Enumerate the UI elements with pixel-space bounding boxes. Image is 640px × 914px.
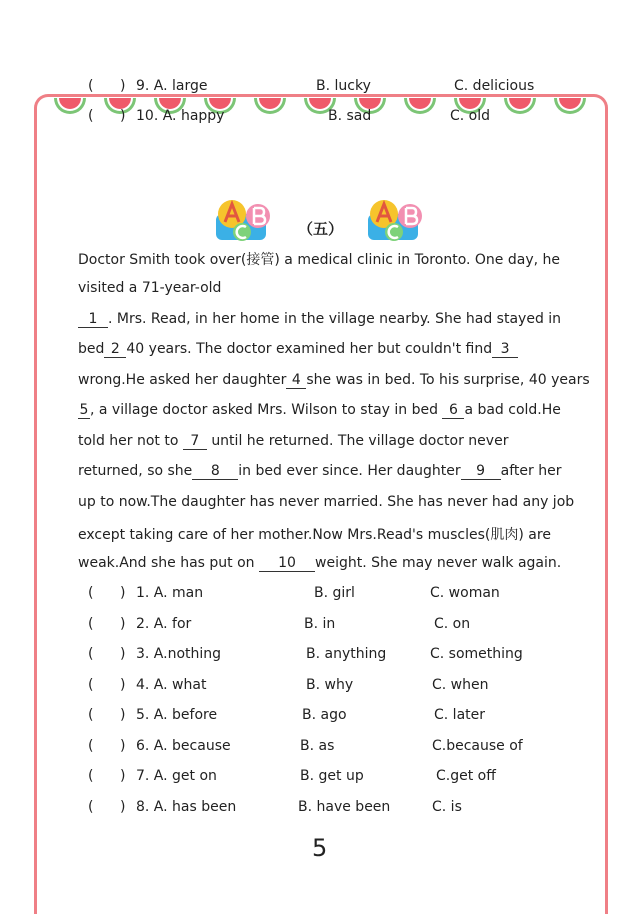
answer-paren-close: ) xyxy=(120,646,126,662)
prev-option-a: 9. A. large xyxy=(136,78,208,94)
passage-line xyxy=(78,555,561,572)
option-b: B. ago xyxy=(302,707,347,723)
passage-line xyxy=(78,311,561,328)
prev-option-c: C. old xyxy=(450,108,491,124)
page-number: 5 xyxy=(312,834,328,862)
answer-paren-open[interactable]: ( xyxy=(88,707,94,723)
passage-line: up to now.The daughter has never married. She has never had any job xyxy=(78,494,575,510)
watermelon-icon xyxy=(554,98,586,114)
answer-paren-open[interactable]: ( xyxy=(88,738,94,754)
blank-9: 9 xyxy=(461,463,501,480)
abc-blocks-icon xyxy=(366,196,424,244)
answer-paren-close: ) xyxy=(120,707,126,723)
passage-text: in bed ever since. Her daughter xyxy=(238,463,461,479)
watermelon-icon xyxy=(54,98,86,114)
passage-text: . Mrs. Read, in her home in the village nearby. She had stayed in xyxy=(108,311,562,327)
passage-line xyxy=(78,463,561,480)
passage-line: Doctor Smith took over(接管) a medical clinic in Toronto. One day, he xyxy=(78,252,561,268)
blank-8: 8 xyxy=(192,463,238,480)
blank-3: 3 xyxy=(492,341,518,358)
passage-text: weak.And she has put on xyxy=(78,555,255,571)
option-c: C. is xyxy=(432,799,462,815)
answer-paren-close: ) xyxy=(120,677,126,693)
blank-4: 4 xyxy=(286,372,306,389)
prev-option-b: B. lucky xyxy=(316,78,371,94)
passage-text: after her xyxy=(500,463,562,479)
answer-paren-open[interactable]: ( xyxy=(88,585,94,601)
answer-paren-open[interactable]: ( xyxy=(88,768,94,784)
option-c: C. when xyxy=(432,677,489,693)
answer-paren-close: ) xyxy=(120,799,126,815)
option-b: B. why xyxy=(306,677,354,693)
answer-paren-close: ) xyxy=(120,616,126,632)
answer-paren-open[interactable]: ( xyxy=(88,677,94,693)
section-title: （五） xyxy=(298,220,344,238)
option-a: 8. A. has been xyxy=(136,799,237,815)
blank-2: 2 xyxy=(104,341,126,358)
blank-5: 5 xyxy=(79,402,89,418)
option-c: C. on xyxy=(434,616,471,632)
passage-line: visited a 71-year-old xyxy=(78,280,222,296)
option-a: 5. A. before xyxy=(136,707,218,723)
option-a: 7. A. get on xyxy=(136,768,217,784)
blank-1: 1 xyxy=(78,311,108,328)
blank-6: 6 xyxy=(442,402,464,419)
passage-line xyxy=(78,433,508,450)
prev-option-a: 10. A. happy xyxy=(136,108,225,124)
passage-line xyxy=(78,372,590,389)
answer-paren-close: ) xyxy=(120,768,126,784)
answer-paren-open[interactable]: ( xyxy=(88,646,94,662)
prev-option-paren-close: ) xyxy=(120,108,126,124)
option-a: 2. A. for xyxy=(136,616,192,632)
option-a: 6. A. because xyxy=(136,738,231,754)
blank-7: 7 xyxy=(183,433,207,450)
prev-option-b: B. sad xyxy=(328,108,372,124)
passage-line: except taking care of her mother.Now Mrs.Read's muscles(肌肉) are xyxy=(78,527,551,543)
prev-option-c: C. delicious xyxy=(454,78,535,94)
option-b: B. as xyxy=(300,738,335,754)
option-c: C. something xyxy=(430,646,523,662)
passage-text: returned, so she xyxy=(78,463,193,479)
blank-10: 10 xyxy=(259,555,315,572)
passage-text: , a village doctor asked Mrs. Wilson to stay in bed xyxy=(90,402,438,418)
answer-paren-close: ) xyxy=(120,585,126,601)
passage-text: wrong.He asked her daughter xyxy=(78,372,287,388)
watermelon-icon xyxy=(404,98,436,114)
option-c: C.get off xyxy=(436,768,496,784)
option-b: B. anything xyxy=(306,646,387,662)
abc-blocks-icon xyxy=(214,196,272,244)
passage-text: she was in bed. To his surprise, 40 years xyxy=(306,372,590,388)
option-b: B. in xyxy=(304,616,336,632)
option-b: B. girl xyxy=(314,585,355,601)
answer-paren-open[interactable]: ( xyxy=(88,799,94,815)
passage-text: a bad cold.He xyxy=(464,402,561,418)
passage-line xyxy=(78,402,561,419)
prev-option-paren-open: ( xyxy=(88,78,94,94)
option-c: C. woman xyxy=(430,585,500,601)
prev-option-paren-close: ) xyxy=(120,78,126,94)
option-b: B. have been xyxy=(298,799,391,815)
option-a: 4. A. what xyxy=(136,677,207,693)
option-b: B. get up xyxy=(300,768,364,784)
watermelon-icon xyxy=(254,98,286,114)
passage-text: until he returned. The village doctor never xyxy=(211,433,509,449)
option-a: 1. A. man xyxy=(136,585,204,601)
passage-line xyxy=(78,341,518,358)
option-a: 3. A.nothing xyxy=(136,646,222,662)
answer-paren-open[interactable]: ( xyxy=(88,616,94,632)
answer-paren-close: ) xyxy=(120,738,126,754)
passage-text: told her not to xyxy=(78,433,179,449)
passage-text: 40 years. The doctor examined her but couldn't find xyxy=(126,341,493,357)
option-c: C. later xyxy=(434,707,486,723)
watermelon-icon xyxy=(504,98,536,114)
passage-text: weight. She may never walk again. xyxy=(315,555,562,571)
watermelon-border-decoration xyxy=(52,96,592,122)
option-c: C.because of xyxy=(432,738,523,754)
passage-text: bed xyxy=(78,341,105,357)
prev-option-paren-open: ( xyxy=(88,108,94,124)
